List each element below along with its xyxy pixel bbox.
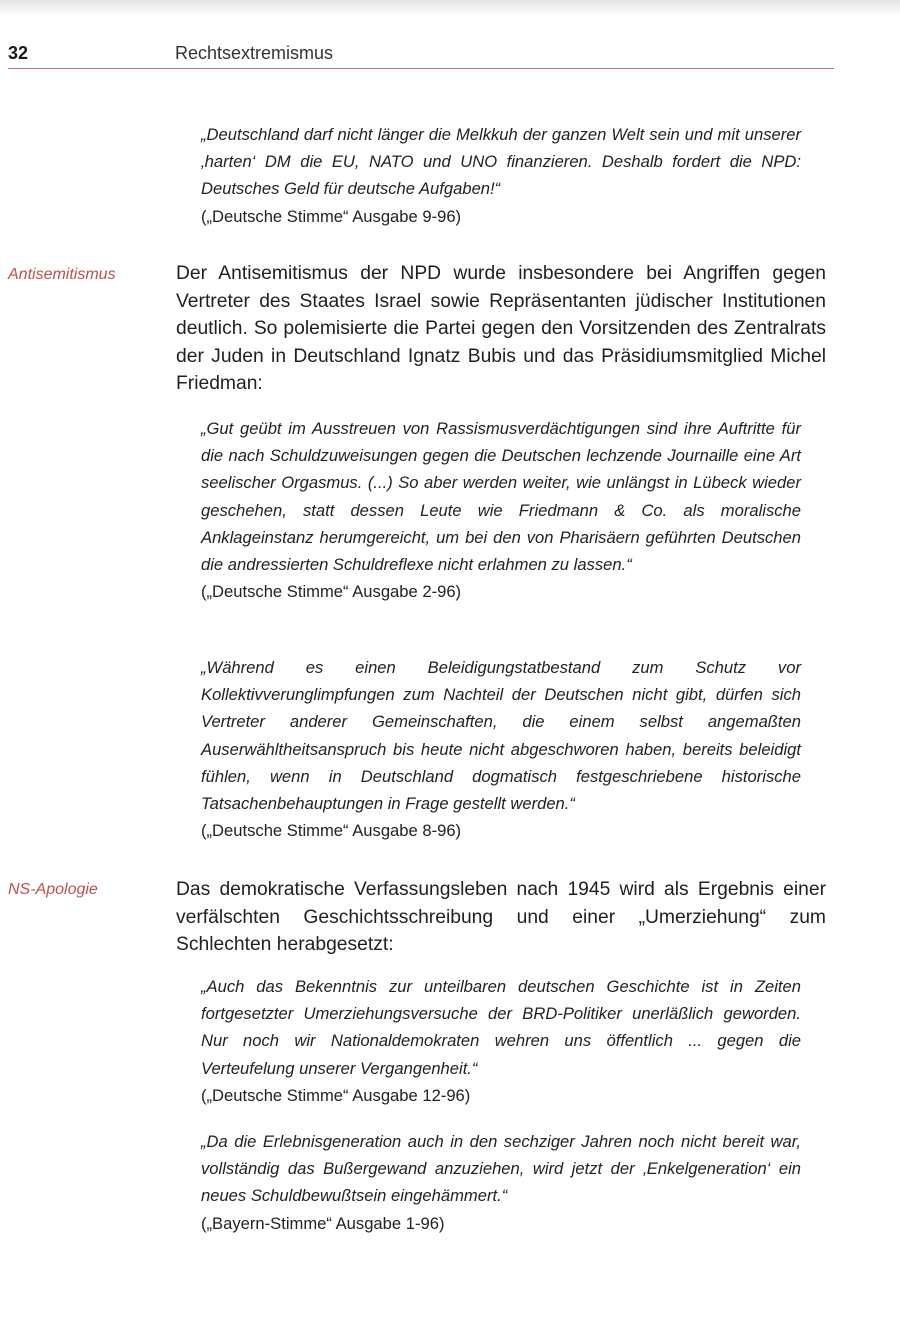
quote-block bbox=[201, 1128, 801, 1237]
quote-text: „Auch das Bekenntnis zur unteilbaren deutschen Geschichte ist in Zeiten fortgesetzter Umerziehungsversuche der BRD-Politiker unerläßlich geworden. Nur noch wir Nationaldemokraten wehren uns öffentlich ... gegen die Verteufelung unserer Vergangenheit.“ bbox=[201, 977, 801, 1078]
quote-source: („Deutsche Stimme“ Ausgabe 9-96) bbox=[201, 206, 462, 226]
quote-source: („Deutsche Stimme“ Ausgabe 2-96) bbox=[201, 582, 462, 602]
running-title: Rechtsextremismus bbox=[175, 43, 334, 63]
quote-source: („Deutsche Stimme“ Ausgabe 8-96) bbox=[201, 821, 462, 841]
page-header bbox=[8, 40, 834, 68]
header-rule bbox=[8, 68, 834, 69]
quote-block bbox=[201, 973, 801, 1109]
body-paragraph: Der Antisemitismus der NPD wurde insbesondere bei Angriffen gegen Vertreter des Staates Israel sowie Repräsentanten jüdischer Institutionen deutlich. So polemisierte die Partei gegen den Vorsitzenden des Zentralrats der Juden in Deutschland Ignatz Bubis und das Präsidiumsmitglied Michel Friedman: bbox=[176, 263, 826, 394]
quote-text: „Gut geübt im Ausstreuen von Rassismusverdächtigungen sind ihre Auftritte für die nach Schuldzuweisungen gegen die Deutschen lechzende Journaille eine Art seelischer Orgasmus. (...) So aber werden weiter, wie unlängst in Lübeck wieder geschehen, statt dessen Leute wie Friedmann & Co. als moralische Anklageinstanz herumgereicht, um bei den von Pharisäern geführten Deutschen die andressierten Schuldreflexe nicht erlahmen zu lassen.“ bbox=[201, 419, 801, 575]
quote-text: „Deutschland darf nicht länger die Melkkuh der ganzen Welt sein und mit unserer ‚harten‘ DM die EU, NATO und UNO finanzieren. Deshalb fordert die NPD: Deutsches Geld für deutsche Aufgaben!“ bbox=[201, 125, 801, 199]
quote-block bbox=[201, 415, 801, 605]
quote-text: „Während es einen Beleidigungstatbestand zum Schutz vor Kollektivverunglimpfungen zum Nachteil der Deutschen nicht gibt, dürfen sich Vertreter anderer Gemeinschaften, die einem selbst angemaßten Auserwähltheitsanspruch bis heute nicht abgeschworen haben, bereits beleidigt fühlen, wenn in Deutschland dogmatisch festgeschriebene historische Tatsachenbehauptungen in Frage gestellt werden.“ bbox=[201, 658, 801, 814]
body-paragraph: Das demokratische Verfassungsleben nach 1945 wird als Ergebnis einer verfälschten Geschichtsschreibung und einer „Umerziehung“ zum Schlechten herabgesetzt: bbox=[176, 879, 826, 955]
quote-text: „Da die Erlebnisgeneration auch in den sechziger Jahren noch nicht bereit war, vollständig das Bußergewand anzuziehen, wird jetzt der ‚Enkelgeneration‘ ein neues Schuldbewußtsein eingehämmert.“ bbox=[201, 1132, 801, 1206]
margin-label-ns-apologie: NS-Apologie bbox=[8, 881, 98, 898]
quote-block bbox=[201, 121, 801, 230]
margin-label-antisemitismus: Antisemitismus bbox=[8, 266, 116, 283]
quote-block bbox=[201, 654, 801, 844]
quote-source: („Deutsche Stimme“ Ausgabe 12-96) bbox=[201, 1085, 471, 1105]
scan-top-edge bbox=[0, 0, 900, 16]
quote-source: („Bayern-Stimme“ Ausgabe 1-96) bbox=[201, 1213, 445, 1233]
page-number: 32 bbox=[8, 43, 29, 63]
